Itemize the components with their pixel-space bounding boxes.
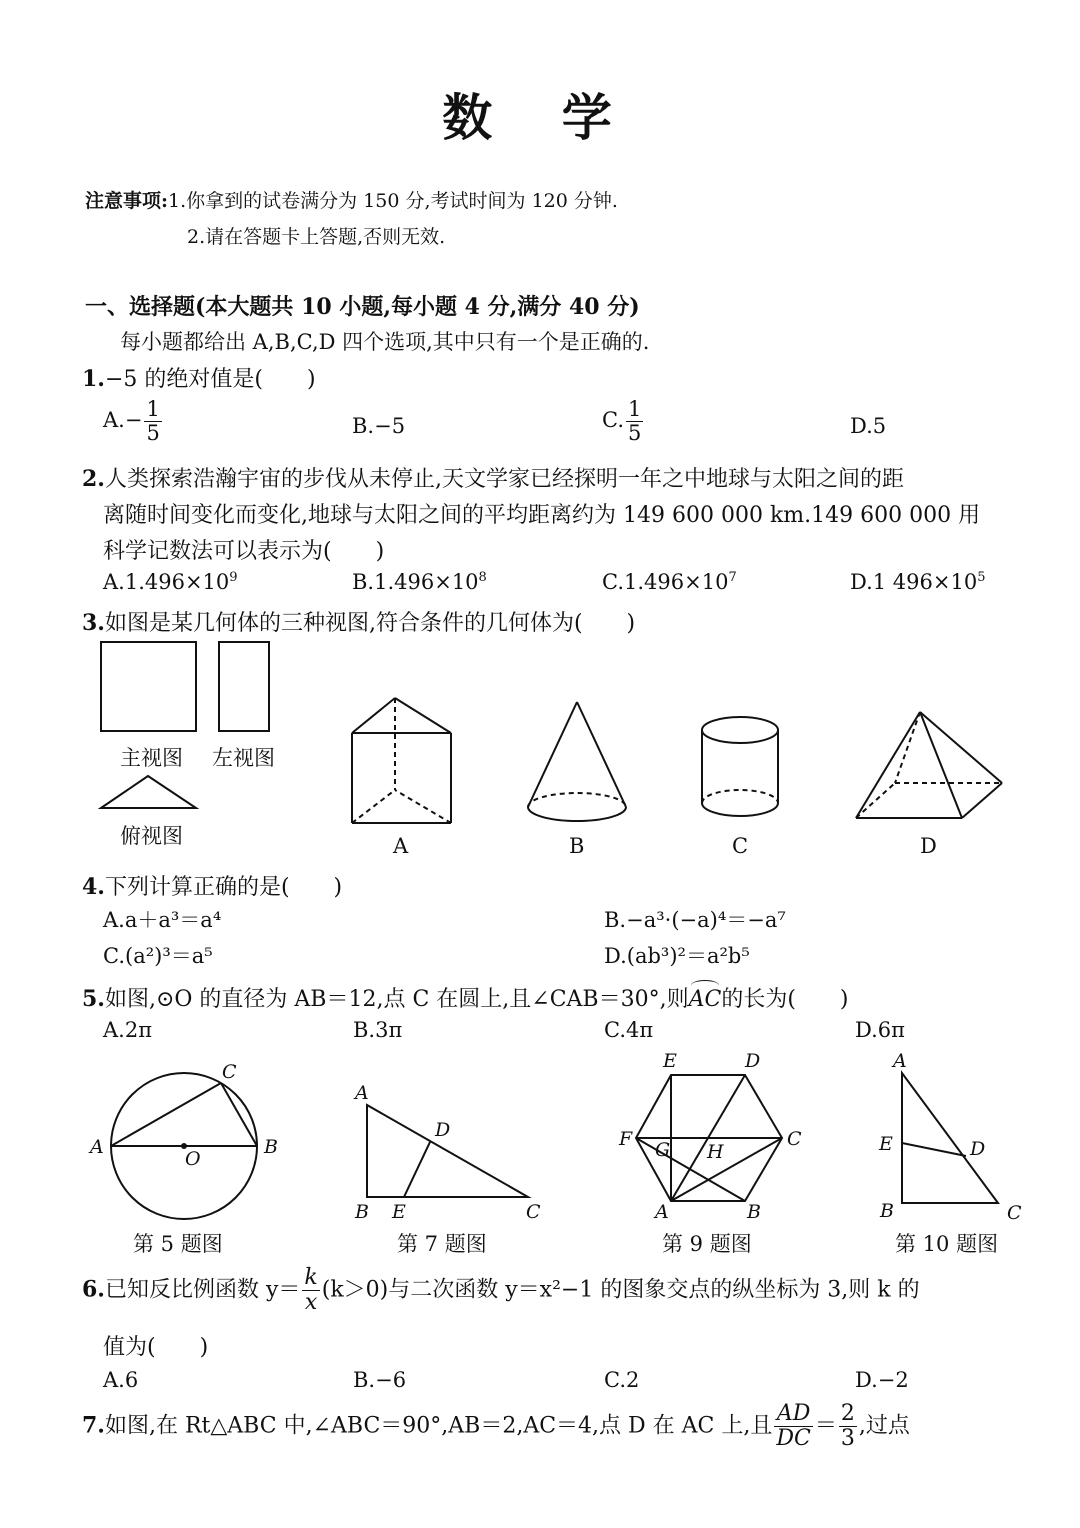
q5-option-b: B.3π bbox=[353, 1018, 403, 1042]
q1-option-b: B.−5 bbox=[352, 414, 406, 438]
question-number: 1. bbox=[82, 366, 105, 392]
q3-option-a: A bbox=[393, 834, 409, 858]
fig7-label-a: A bbox=[355, 1082, 369, 1104]
exponent: 8 bbox=[478, 570, 487, 585]
q5-option-a: A.2π bbox=[103, 1018, 153, 1042]
fig9-label-b: B bbox=[747, 1201, 761, 1223]
frac-num: 1 bbox=[628, 397, 642, 421]
fig9-label-e: E bbox=[663, 1050, 677, 1072]
option-label: A.− bbox=[103, 408, 143, 433]
q6-option-a: A.6 bbox=[103, 1368, 139, 1392]
fig9-hexagon bbox=[636, 1075, 782, 1201]
fig10-label-c: C bbox=[1007, 1202, 1022, 1224]
frac-den: 5 bbox=[146, 421, 160, 446]
option-text: D.1 496×10 bbox=[850, 570, 978, 594]
option-label: C. bbox=[602, 408, 624, 433]
q4-option-d: D.(ab³)²＝a²b⁵ bbox=[604, 944, 750, 968]
fig10-label-e: E bbox=[879, 1133, 893, 1155]
fig7-caption: 第 7 题图 bbox=[397, 1232, 487, 1256]
question-stem: 已知反比例函数 y＝ bbox=[104, 1277, 301, 1303]
question-stem-end: 的长为( ) bbox=[721, 987, 849, 1012]
arc-label: AC bbox=[688, 987, 722, 1012]
exponent: 9 bbox=[229, 570, 238, 585]
question-number: 7. bbox=[82, 1412, 105, 1439]
fig7-label-b: B bbox=[355, 1201, 369, 1223]
question-number: 2. bbox=[82, 466, 105, 492]
fig10-caption: 第 10 题图 bbox=[895, 1232, 999, 1256]
q3-option-c: C bbox=[732, 834, 749, 858]
exponent: 5 bbox=[977, 570, 986, 585]
fig5-label-b: B bbox=[264, 1136, 278, 1158]
q4-option-a: A.a＋a³＝a⁴ bbox=[103, 908, 222, 932]
q5-option-d: D.6π bbox=[855, 1018, 905, 1042]
fig7-label-c: C bbox=[526, 1201, 541, 1223]
fig9-label-a: A bbox=[655, 1201, 669, 1223]
fig7-label-d: D bbox=[435, 1119, 451, 1141]
q6-option-b: B.−6 bbox=[353, 1368, 407, 1392]
section-instruction: 每小题都给出 A,B,C,D 四个选项,其中只有一个是正确的. bbox=[120, 330, 650, 354]
fig9-label-d: D bbox=[745, 1050, 761, 1072]
fraction-ad-dc bbox=[774, 1402, 812, 1451]
question-stem: 如图,⊙O 的直径为 AB＝12,点 C 在圆上,且∠CAB＝30°,则 bbox=[104, 987, 689, 1012]
fig9-label-c: C bbox=[787, 1128, 802, 1150]
fraction-2-3 bbox=[839, 1402, 857, 1451]
question-6 bbox=[82, 1266, 920, 1315]
question-number: 3. bbox=[82, 610, 105, 636]
fig10-label-d: D bbox=[970, 1138, 986, 1160]
exponent: 7 bbox=[728, 570, 737, 585]
equals-sign: ＝ bbox=[814, 1413, 837, 1439]
q6-line2: 值为( ) bbox=[103, 1335, 209, 1360]
question-stem-end: ,过点 bbox=[858, 1413, 910, 1439]
question-number: 4. bbox=[82, 874, 105, 900]
notice-label: 注意事项: bbox=[85, 190, 169, 212]
notice-text1: 1.你拿到的试卷满分为 150 分,考试时间为 120 分钟. bbox=[168, 190, 618, 212]
front-view-label: 主视图 bbox=[120, 746, 183, 770]
question-stem: 下列计算正确的是( ) bbox=[104, 875, 343, 900]
q3-option-d: D bbox=[920, 834, 937, 858]
q6-option-c: C.2 bbox=[604, 1368, 640, 1392]
fig9-label-f: F bbox=[619, 1128, 633, 1150]
fig7-label-e: E bbox=[392, 1201, 406, 1223]
option-text: C.1.496×10 bbox=[602, 570, 729, 594]
q6-option-d: D.−2 bbox=[855, 1368, 909, 1392]
option-text: A.1.496×10 bbox=[103, 570, 230, 594]
frac-den: x bbox=[304, 1290, 318, 1316]
fig5-caption: 第 5 题图 bbox=[133, 1232, 223, 1256]
question-stem: 如图,在 Rt△ABC 中,∠ABC＝90°,AB＝2,AC＝4,点 D 在 AC 上,且 bbox=[104, 1413, 773, 1439]
frac-num: AD bbox=[774, 1402, 812, 1427]
frac-den: 3 bbox=[840, 1426, 855, 1452]
question-number: 5. bbox=[82, 986, 105, 1012]
fig10-label-a: A bbox=[893, 1050, 907, 1072]
fig10-label-b: B bbox=[880, 1200, 894, 1222]
question-7 bbox=[82, 1402, 910, 1451]
fig5-label-a: A bbox=[90, 1136, 104, 1158]
q4-option-c: C.(a²)³＝a⁵ bbox=[103, 944, 213, 968]
fig5-label-o: O bbox=[185, 1148, 201, 1170]
left-view-label: 左视图 bbox=[212, 746, 275, 770]
frac-num: k bbox=[304, 1265, 318, 1290]
question-stem: 人类探索浩瀚宇宙的步伐从未停止,天文学家已经探明一年之中地球与太阳之间的距 bbox=[104, 467, 904, 492]
fig5-label-c: C bbox=[222, 1061, 237, 1083]
section-header: 一、选择题(本大题共 10 小题,每小题 4 分,满分 40 分) bbox=[85, 294, 640, 320]
fraction-k-over-x bbox=[302, 1266, 319, 1315]
q2-line2: 离随时间变化而变化,地球与太阳之间的平均距离约为 149 600 000 km.149 600 000 用 bbox=[103, 503, 981, 528]
q2-line3: 科学记数法可以表示为( ) bbox=[103, 539, 385, 564]
q1-option-d: D.5 bbox=[850, 414, 887, 438]
question-stem: 如图是某几何体的三种视图,符合条件的几何体为( ) bbox=[104, 611, 636, 636]
top-view-label: 俯视图 bbox=[120, 824, 183, 848]
notice-text2: 2.请在答题卡上答题,否则无效. bbox=[187, 226, 446, 248]
question-stem-end: (k＞0)与二次函数 y＝x²−1 的图象交点的纵坐标为 3,则 k 的 bbox=[321, 1277, 920, 1303]
q4-option-b: B.−a³·(−a)⁴＝−a⁷ bbox=[604, 908, 786, 932]
fig9-label-g: G bbox=[655, 1139, 671, 1161]
page-title: 数 学 bbox=[442, 88, 638, 147]
q5-option-c: C.4π bbox=[604, 1018, 654, 1042]
fig9-label-h: H bbox=[707, 1141, 724, 1163]
fig9-caption: 第 9 题图 bbox=[662, 1232, 752, 1256]
frac-den: 5 bbox=[628, 421, 642, 446]
frac-num: 2 bbox=[840, 1401, 855, 1426]
question-stem: −5 的绝对值是( ) bbox=[104, 367, 316, 392]
frac-den: DC bbox=[776, 1426, 811, 1452]
q3-option-b: B bbox=[569, 834, 585, 858]
question-number: 6. bbox=[82, 1276, 105, 1303]
frac-num: 1 bbox=[146, 397, 160, 421]
option-text: B.1.496×10 bbox=[352, 570, 479, 594]
